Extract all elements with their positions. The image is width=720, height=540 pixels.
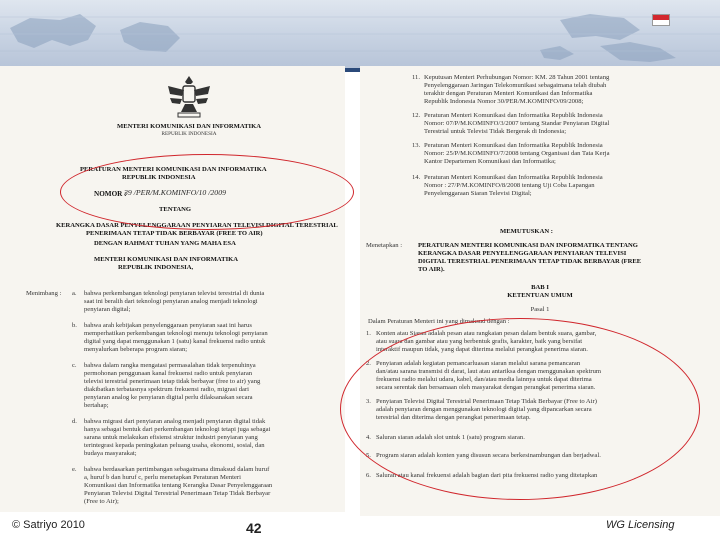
- definition-line: Penyiaran Televisi Digital Terestrial Penerimaan Tetap Tidak Berbayar (Free to Air): [376, 398, 597, 405]
- menteri-line-2: REPUBLIK INDONESIA,: [118, 264, 194, 271]
- reference-line: Terestrial untuk Televisi Tidak Bergerak di Indonesia;: [424, 128, 567, 135]
- menetapkan-line: TO AIR).: [418, 266, 445, 273]
- regulation-nomor-value: 39 /PER/M.KOMINFO/10 /2009: [124, 188, 226, 197]
- reference-line: Peraturan Menteri Komunikasi dan Informatika Republik Indonesia: [424, 112, 603, 119]
- definition-number: 1.: [366, 330, 371, 337]
- reference-line: Nomor: 25/P/M.KOMINFO/7/2008 tentang Organisasi dan Tata Kerja: [424, 150, 610, 157]
- ministry-heading: MENTERI KOMUNIKASI DAN INFORMATIKA: [116, 123, 262, 130]
- menetapkan-line: PERATURAN MENTERI KOMUNIKASI DAN INFORMATIKA TENTANG: [418, 242, 638, 249]
- menimbang-item-line: digital yang dapat menggunakan 1 (satu) kanal frekuensi radio untuk: [84, 338, 266, 345]
- left-scanned-page: [0, 66, 345, 512]
- menimbang-item-line: penyiaran digital;: [84, 306, 131, 313]
- menteri-line-1: MENTERI KOMUNIKASI DAN INFORMATIKA: [94, 256, 239, 263]
- subject-line-2: PENERIMAAN TETAP TIDAK BERBAYAR (FREE TO AIR): [86, 230, 263, 237]
- menimbang-item-line: terintegrasi kepada peningkatan peluang usaha, ekonomi, sosial, dan: [84, 442, 265, 449]
- reference-line: Keputusan Menteri Perhubungan Nomor: KM. 28 Tahun 2001 tentang: [424, 74, 610, 81]
- menimbang-item-letter: a.: [72, 290, 77, 297]
- menimbang-item-line: bahwa dalam rangka mengatasi permasalahan tidak terpenuhinya: [84, 362, 256, 369]
- menimbang-item-line: televisi terestrial penerimaan tetap tidak berbayar (free to air) yang: [84, 378, 261, 385]
- menimbang-item-line: (Free to Air);: [84, 498, 119, 505]
- indonesia-flag-icon: [652, 14, 670, 26]
- menimbang-item-line: sarana untuk melakukan efisiensi struktur industri penyiaran yang: [84, 434, 258, 441]
- bab-title: KETENTUAN UMUM: [507, 292, 573, 299]
- menimbang-item-line: bahwa berdasarkan pertimbangan sebagaimana dimaksud dalam huruf: [84, 466, 270, 473]
- ministry-country: REPUBLIK INDONESIA: [161, 131, 217, 137]
- reference-line: Nomor: 07/P/M.KOMINFO/3/2007 tentang Standar Penyiaran Digital: [424, 120, 610, 127]
- menimbang-item-line: hanya sebagai bentuk dari perkembangan teknologi tetapi juga sebagai: [84, 426, 271, 433]
- definition-line: Program siaran adalah konten yang disusun secara berkesinambungan dan berjadwal.: [376, 452, 601, 459]
- bab-heading: BAB I: [531, 284, 549, 291]
- definition-line: Saluran siaran adalah slot untuk 1 (satu) program siaran.: [376, 434, 525, 441]
- definition-line: Penyiaran adalah kegiatan pemancarluasan siaran melalui sarana pemancaran: [376, 360, 581, 367]
- menetapkan-line: DIGITAL TERESTRIAL PENERIMAAN TETAP TIDAK BERBAYAR (FREE: [418, 258, 642, 265]
- definition-line: secara serentak dan bersamaan oleh masyarakat dengan perangkat penerima siaran.: [376, 384, 596, 391]
- menetapkan-line: KERANGKA DASAR PENYELENGGARAAN PENYIARAN TELEVISI: [418, 250, 627, 257]
- definition-line: terestrial dan diterima dengan perangkat penerimaan tetap.: [376, 414, 531, 421]
- reference-line: Nomor : 27/P/M.KOMINFO/8/2008 tentang Uji Coba Lapangan: [424, 182, 595, 189]
- reference-line: Kantor Departemen Komunikasi dan Informatika;: [424, 158, 556, 165]
- highlight-oval-definitions: [340, 318, 700, 500]
- menimbang-item-line: bertahap;: [84, 402, 109, 409]
- highlight-oval-regulation-title: [60, 154, 354, 230]
- menimbang-item-line: Komunikasi dan Informatika tentang Kerangka Dasar Penyelenggaraan: [84, 482, 273, 489]
- reference-line: Peraturan Menteri Komunikasi dan Informatika Republik Indonesia: [424, 174, 603, 181]
- definition-line: dan/atau sarana transmisi di darat, laut atau antariksa dengan menggunakan spektrum: [376, 368, 602, 375]
- world-map-decoration: [0, 0, 720, 68]
- menimbang-item-line: penyiaran analog ke penyiaran digital perlu dilaksanakan secara: [84, 394, 253, 401]
- menimbang-item-letter: c.: [72, 362, 77, 369]
- definition-number: 2.: [366, 360, 371, 367]
- menimbang-item-line: saat ini beralih dari teknologi penyiaran analog menjadi teknologi: [84, 298, 258, 305]
- menimbang-item-line: permohonan penggunaan kanal frekuensi radio untuk penyiaran: [84, 370, 253, 377]
- pasal-heading: Pasal 1: [530, 306, 550, 313]
- regulation-title: PERATURAN MENTERI KOMUNIKASI DAN INFORMATIKA: [80, 166, 267, 173]
- definition-number: 3.: [366, 398, 371, 405]
- reference-number: 11.: [412, 74, 420, 81]
- regulation-country: REPUBLIK INDONESIA: [122, 174, 196, 181]
- footer-copyright: © Satriyo 2010: [12, 519, 85, 531]
- menimbang-item-letter: b.: [72, 322, 77, 329]
- header-banner: [0, 0, 720, 68]
- garuda-emblem-icon: [166, 72, 212, 120]
- reference-number: 13.: [412, 142, 421, 149]
- tentang-label: TENTANG: [158, 206, 192, 213]
- definition-number: 5.: [366, 452, 371, 459]
- menimbang-item-line: bahwa arah kebijakan penyelenggaraan penyiaran saat ini harus: [84, 322, 252, 329]
- reference-line: Penyelenggaraan Siaran Televisi Digital;: [424, 190, 532, 197]
- menimbang-item-letter: e.: [72, 466, 77, 473]
- reference-number: 12.: [412, 112, 421, 119]
- definition-line: Saluran atau kanal frekuensi adalah bagian dari pita frekuensi radio yang ditetapkan: [376, 472, 598, 479]
- rahmat-line: DENGAN RAHMAT TUHAN YANG MAHA ESA: [94, 240, 236, 247]
- reference-line: terakhir dengan Peraturan Menteri Komunikasi dan Informatika: [424, 90, 593, 97]
- menimbang-item-line: budaya masyarakat;: [84, 450, 137, 457]
- reference-line: Peraturan Menteri Komunikasi dan Informatika Republik Indonesia: [424, 142, 603, 149]
- reference-line: Republik Indonesia Nomor 30/PER/M.KOMINFO/09/2008;: [424, 98, 584, 105]
- definition-line: interaktif maupun tidak, yang dapat diterima melalui perangkat penerima siaran.: [376, 346, 588, 353]
- menetapkan-label: Menetapkan :: [366, 242, 403, 249]
- menimbang-item-line: memperhatikan perkembangan teknologi menuju teknologi penyiaran: [84, 330, 268, 337]
- menimbang-item-line: bahwa migrasi dari penyiaran analog menjadi penyiaran digital tidak: [84, 418, 266, 425]
- definition-line: adalah penyiaran dengan menggunakan teknologi digital yang dipancarkan secara: [376, 406, 592, 413]
- reference-number: 14.: [412, 174, 421, 181]
- definition-line: atau suara dan gambar atau yang berbentuk grafis, karakter, baik yang bersifat: [376, 338, 583, 345]
- footer-topic: WG Licensing: [606, 519, 675, 531]
- regulation-nomor-label: NOMOR :: [94, 190, 127, 198]
- definition-number: 6.: [366, 472, 371, 479]
- memutuskan-heading: MEMUTUSKAN :: [500, 228, 553, 235]
- menimbang-item-line: menyalurkan beberapa program siaran;: [84, 346, 188, 353]
- definition-number: 4.: [366, 434, 371, 441]
- reference-line: Penyelenggaraan Jaringan Telekomunikasi sebagaimana telah diubah: [424, 82, 607, 89]
- menimbang-item-line: bahwa perkembangan teknologi penyiaran televisi terestrial di dunia: [84, 290, 265, 297]
- definition-line: Konten atau Siaran adalah pesan atau rangkaian pesan dalam bentuk suara, gambar,: [376, 330, 597, 337]
- menimbang-item-line: Penyiaran Televisi Digital Terestrial Penerimaan Tetap Tidak Berbayar: [84, 490, 271, 497]
- menimbang-item-letter: d.: [72, 418, 77, 425]
- footer-page-number: 42: [246, 520, 262, 536]
- menimbang-label: Menimbang :: [26, 290, 62, 297]
- definition-line: frekuensi radio melalui udara, kabel, dan/atau media lainnya untuk dapat diterima: [376, 376, 592, 383]
- menimbang-item-line: diakibatkan terbatasnya spektrum frekuensi radio, migrasi dari: [84, 386, 249, 393]
- subject-line-1: KERANGKA DASAR PENYELENGGARAAN PENYIARAN TELEVISI DIGITAL TERESTRIAL: [56, 222, 338, 229]
- pasal-intro: Dalam Peraturan Menteri ini yang dimaksud dengan :: [368, 318, 510, 325]
- menimbang-item-line: a, huruf b dan huruf c, perlu menetapkan Peraturan Menteri: [84, 474, 241, 481]
